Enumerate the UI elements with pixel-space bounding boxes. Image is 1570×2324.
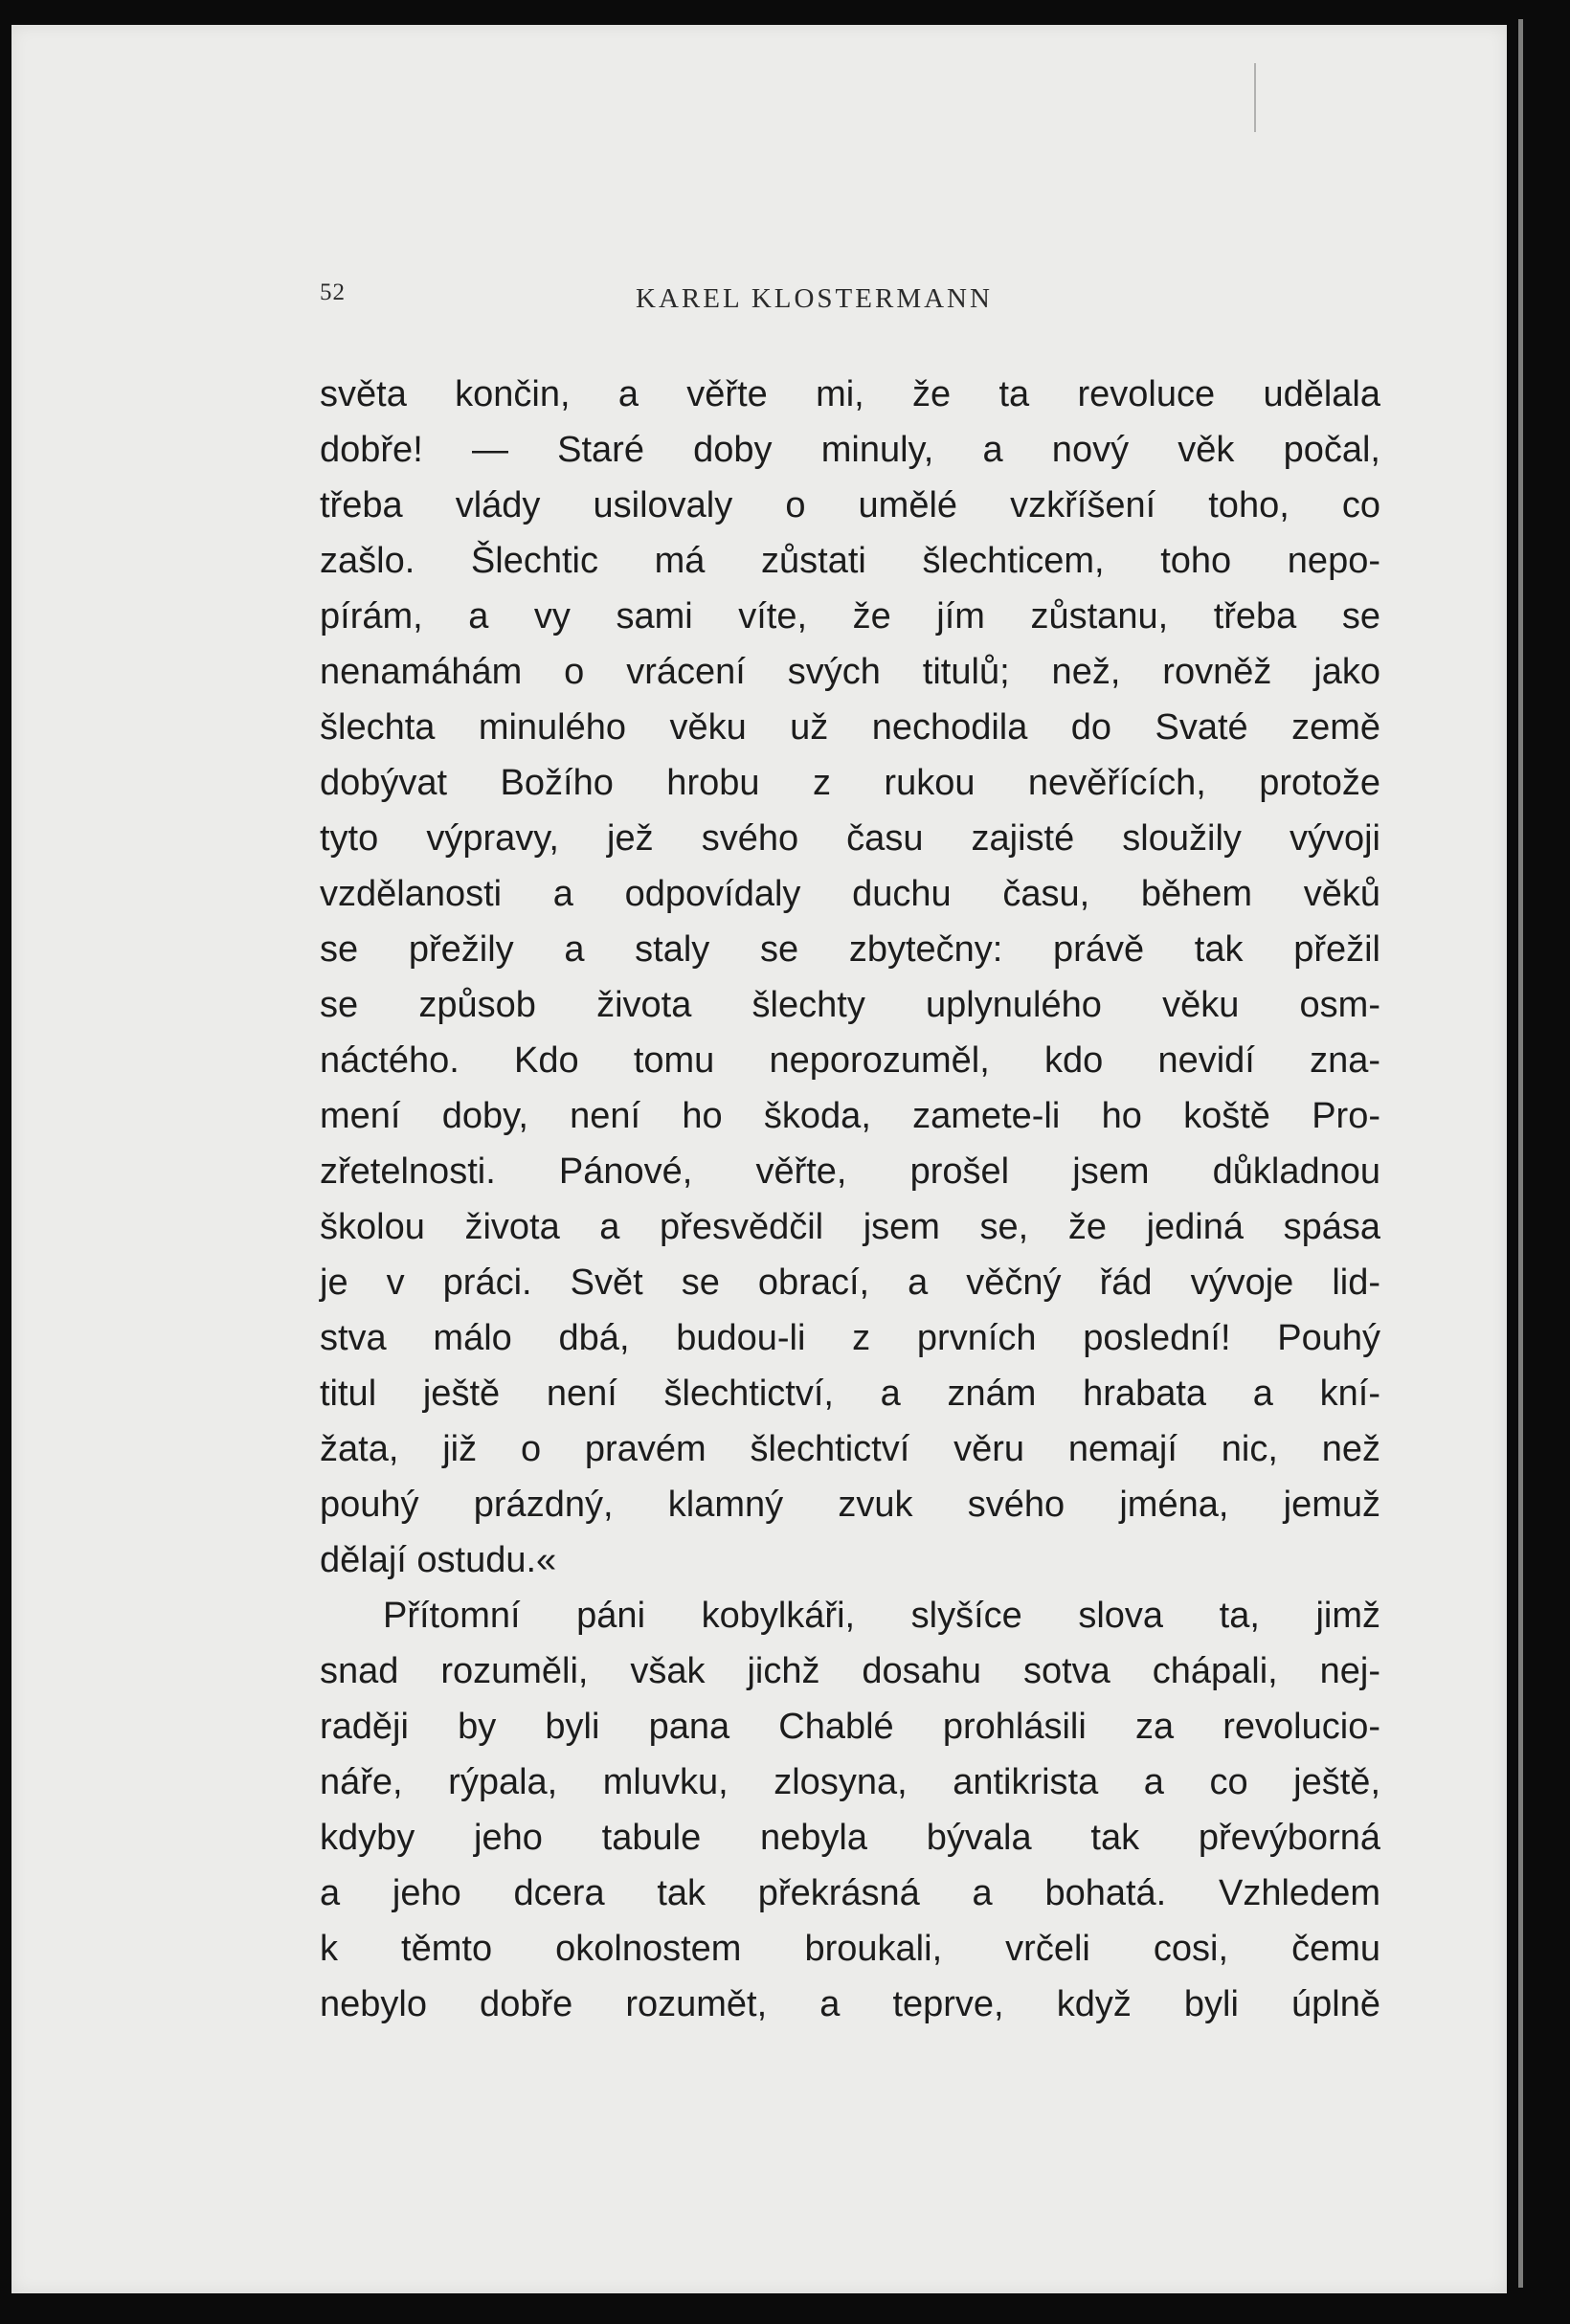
- text-line: vzdělanosti a odpovídaly duchu času, během věků: [320, 874, 1380, 914]
- text-line: náctého. Kdo tomu neporozuměl, kdo nevidí zna-: [320, 1040, 1380, 1081]
- text-line: se způsob života šlechty uplynulého věku osm-: [320, 985, 1380, 1025]
- text-line: dobře! — Staré doby minuly, a nový věk počal,: [320, 430, 1380, 470]
- text-line: raději by byli pana Chablé prohlásili za revolucio-: [320, 1707, 1380, 1747]
- page-edge-line: [1518, 19, 1523, 2288]
- scan-scratch-mark: [1254, 63, 1256, 132]
- text-line: je v práci. Svět se obrací, a věčný řád vývoje lid-: [320, 1263, 1380, 1303]
- text-line: se přežily a staly se zbytečny: právě tak přežil: [320, 929, 1380, 970]
- page-header: [320, 279, 1363, 322]
- text-line: třeba vlády usilovaly o umělé vzkříšení toho, co: [320, 485, 1380, 525]
- text-line: světa končin, a věřte mi, že ta revoluce udělala: [320, 374, 1380, 414]
- text-line: žata, již o pravém šlechtictví věru nemají nic, než: [320, 1429, 1380, 1469]
- text-line: nebylo dobře rozumět, a teprve, když byli úplně: [320, 1984, 1380, 2024]
- text-line: pouhý prázdný, klamný zvuk svého jména, jemuž: [320, 1485, 1380, 1525]
- paragraph-start-line: Přítomní páni kobylkáři, slyšíce slova ta, jimž: [383, 1596, 1380, 1636]
- text-line: stva málo dbá, budou-li z prvních poslední! Pouhý: [320, 1318, 1380, 1358]
- text-line: školou života a přesvědčil jsem se, že jediná spása: [320, 1207, 1380, 1247]
- text-line: k těmto okolnostem broukali, vrčeli cosi, čemu: [320, 1929, 1380, 1969]
- text-line: pírám, a vy sami víte, že jím zůstanu, třeba se: [320, 596, 1380, 637]
- text-line: dobývat Božího hrobu z rukou nevěřících, protože: [320, 763, 1380, 803]
- text-line: šlechta minulého věku už nechodila do Svaté země: [320, 707, 1380, 748]
- page-number: 52: [320, 279, 346, 305]
- scan-dark-margin: [1507, 0, 1570, 2324]
- text-line: snad rozuměli, však jichž dosahu sotva chápali, nej-: [320, 1651, 1380, 1691]
- running-title: KAREL KLOSTERMANN: [636, 283, 993, 314]
- text-line: zašlo. Šlechtic má zůstati šlechticem, toho nepo-: [320, 541, 1380, 581]
- paragraph-end-line: dělají ostudu.«: [320, 1540, 557, 1580]
- text-line: kdyby jeho tabule nebyla bývala tak převýborná: [320, 1818, 1380, 1858]
- text-line: náře, rýpala, mluvku, zlosyna, antikrista a co ještě,: [320, 1762, 1380, 1802]
- text-line: nenamáhám o vrácení svých titulů; než, rovněž jako: [320, 652, 1380, 692]
- text-line: titul ještě není šlechtictví, a znám hrabata a kní-: [320, 1374, 1380, 1414]
- body-text: [320, 367, 1380, 2032]
- text-line: mení doby, není ho škoda, zamete-li ho koště Pro-: [320, 1096, 1380, 1136]
- text-line: a jeho dcera tak překrásná a bohatá. Vzhledem: [320, 1873, 1380, 1913]
- text-line: zřetelnosti. Pánové, věřte, prošel jsem důkladnou: [320, 1151, 1380, 1192]
- text-line: tyto výpravy, jež svého času zajisté sloužily vývoji: [320, 818, 1380, 859]
